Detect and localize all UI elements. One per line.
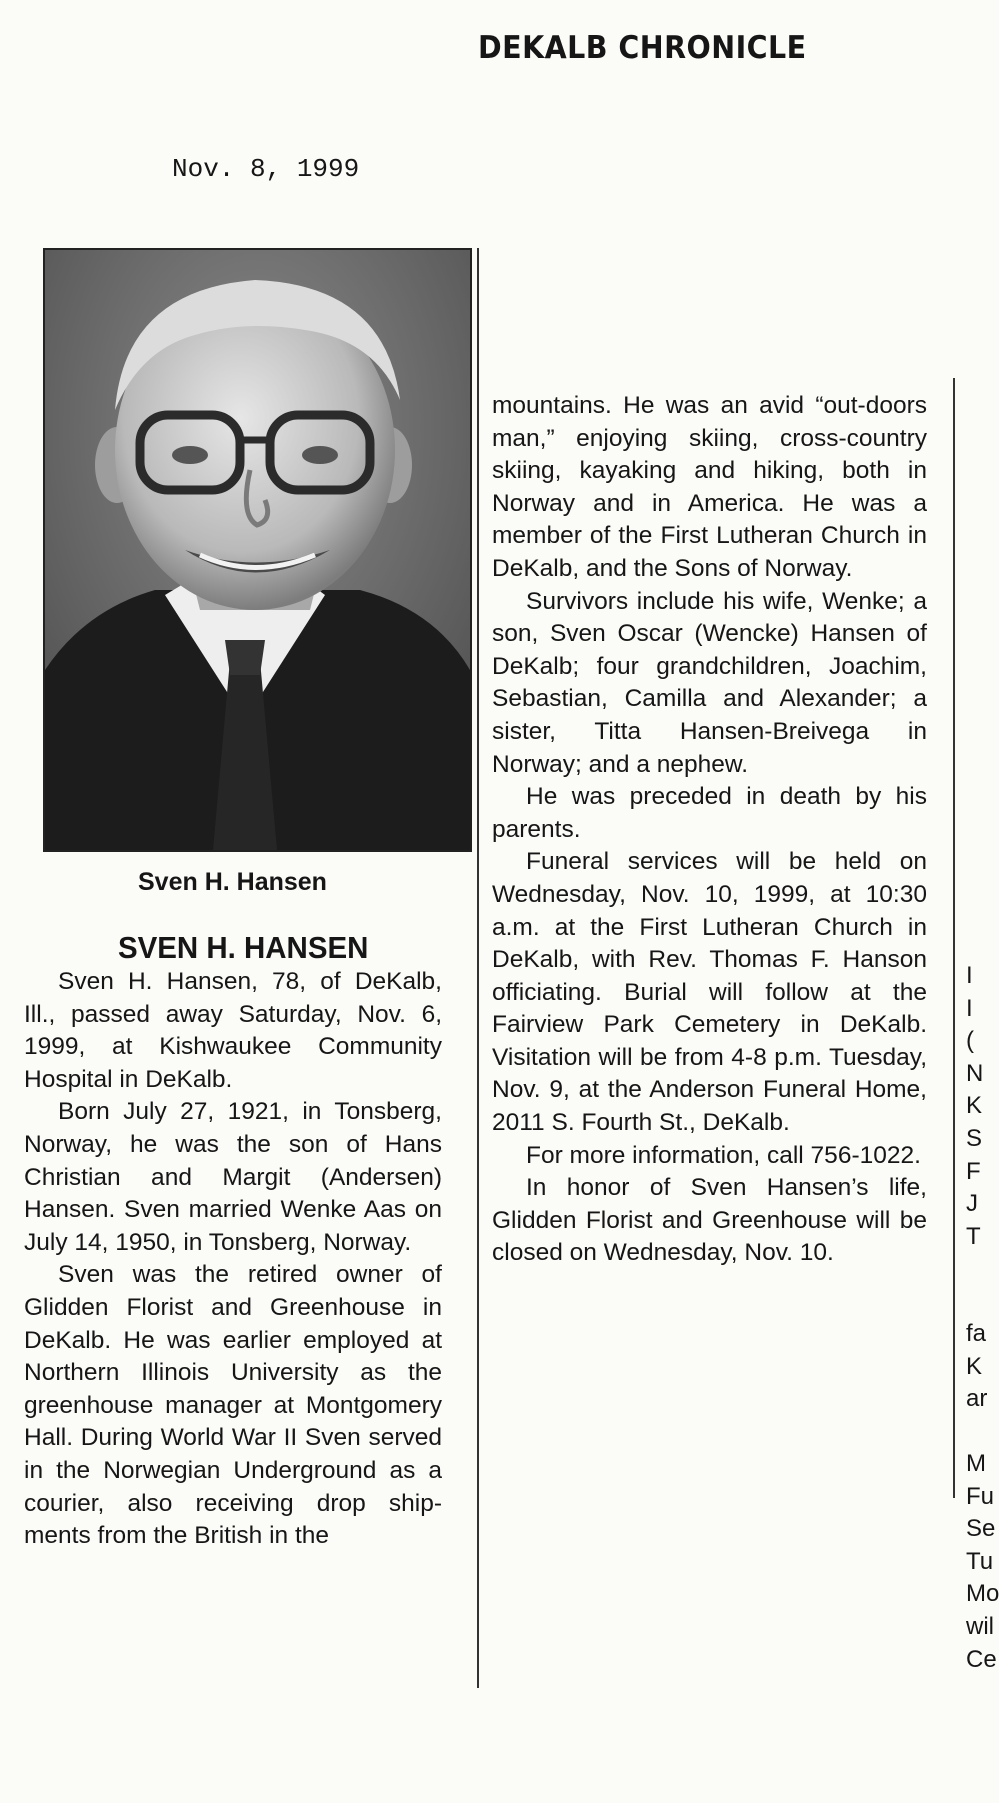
fragment-text: Mo (966, 1580, 999, 1608)
fragment-text: T (966, 1222, 981, 1250)
paragraph: Sven was the retired owner of Glidden Florist and Greenhouse in DeKalb. He was earlier employed at Northern Illinois University as the greenhouse manager at Montgomery Hall. During World War II Sven served in the Norwegian Underground as a courier, also receiving drop ship-ments from the British in the (24, 1261, 442, 1550)
fragment-text: wil (966, 1612, 994, 1640)
paragraph: In honor of Sven Hansen’s life, Glidden Florist and Greenhouse will be closed on Wednesday, Nov. 10. (492, 1174, 927, 1267)
fragment-text: J (966, 1190, 978, 1218)
adjacent-column-fragment (966, 1318, 990, 1416)
fragment-text: Se (966, 1515, 996, 1543)
paragraph: Funeral services will be held on Wednesday, Nov. 10, 1999, at 10:30 a.m. at the First Lutheran Church in DeKalb, with Rev. Thomas F. Hanson officiating. Burial will follow at the Fairview Park Cemetery in DeKalb. Visitation will be from 4-8 p.m. Tuesday, Nov. 9, at the Anderson Funeral Home, 2011 S. Fourth St., DeKalb. (492, 848, 927, 1137)
article-column-2 (492, 390, 927, 1270)
fragment-text: Fu (966, 1482, 995, 1510)
fragment-text: Ce (966, 1645, 997, 1673)
fragment-text: Tu (966, 1547, 994, 1575)
fragment-text: ( (966, 1027, 974, 1055)
adjacent-column-fragment (966, 960, 990, 1253)
masthead: DEKALB CHRONICLE (478, 30, 807, 66)
paragraph: mountains. He was an avid “out-doors man,” enjoying skiing, cross-country skiing, kayaking and hiking, both in Norway and in America. He was a member of the First Lutheran Church in DeKalb, and the Sons of Norway. (492, 392, 927, 582)
article-column-1 (24, 966, 442, 1553)
fragment-text: F (966, 1157, 981, 1185)
dateline: Nov. 8, 1999 (172, 154, 360, 184)
obituary-headline: SVEN H. HANSEN (118, 930, 369, 965)
fragment-text: N (966, 1059, 984, 1087)
column-rule (953, 378, 955, 1498)
fragment-text: K (966, 1352, 983, 1380)
portrait-illustration (45, 250, 470, 850)
adjacent-column-fragment (966, 1448, 999, 1676)
fragment-text: I (966, 962, 973, 989)
fragment-text: fa (966, 1320, 987, 1347)
fragment-text: M (966, 1450, 986, 1477)
portrait-photo (43, 248, 472, 852)
column-rule (477, 248, 479, 1688)
paragraph: Survivors include his wife, Wenke; a son, Sven Oscar (Wencke) Hansen of DeKalb; four grandchildren, Joachim, Sebastian, Camilla and Alexander; a sister, Titta Hansen-Breivega in Norway; and a nephew. (492, 587, 927, 778)
paragraph: For more information, call 756-1022. (526, 1141, 921, 1169)
paragraph: He was preceded in death by his parents. (492, 783, 927, 843)
fragment-text: K (966, 1092, 983, 1120)
paragraph: Sven H. Hansen, 78, of DeKalb, Ill., passed away Saturday, Nov. 6, 1999, at Kishwaukee Community Hospital in DeKalb. (24, 968, 442, 1093)
fragment-text: S (966, 1124, 983, 1152)
fragment-text: ar (966, 1385, 988, 1413)
photo-caption: Sven H. Hansen (138, 868, 327, 896)
paragraph: Born July 27, 1921, in Tonsberg, Norway, he was the son of Hans Christian and Margit (Andersen) Hansen. Sven married Wenke Aas on July 14, 1950, in Tonsberg, Norway. (24, 1098, 442, 1256)
fragment-text: I (966, 994, 973, 1022)
